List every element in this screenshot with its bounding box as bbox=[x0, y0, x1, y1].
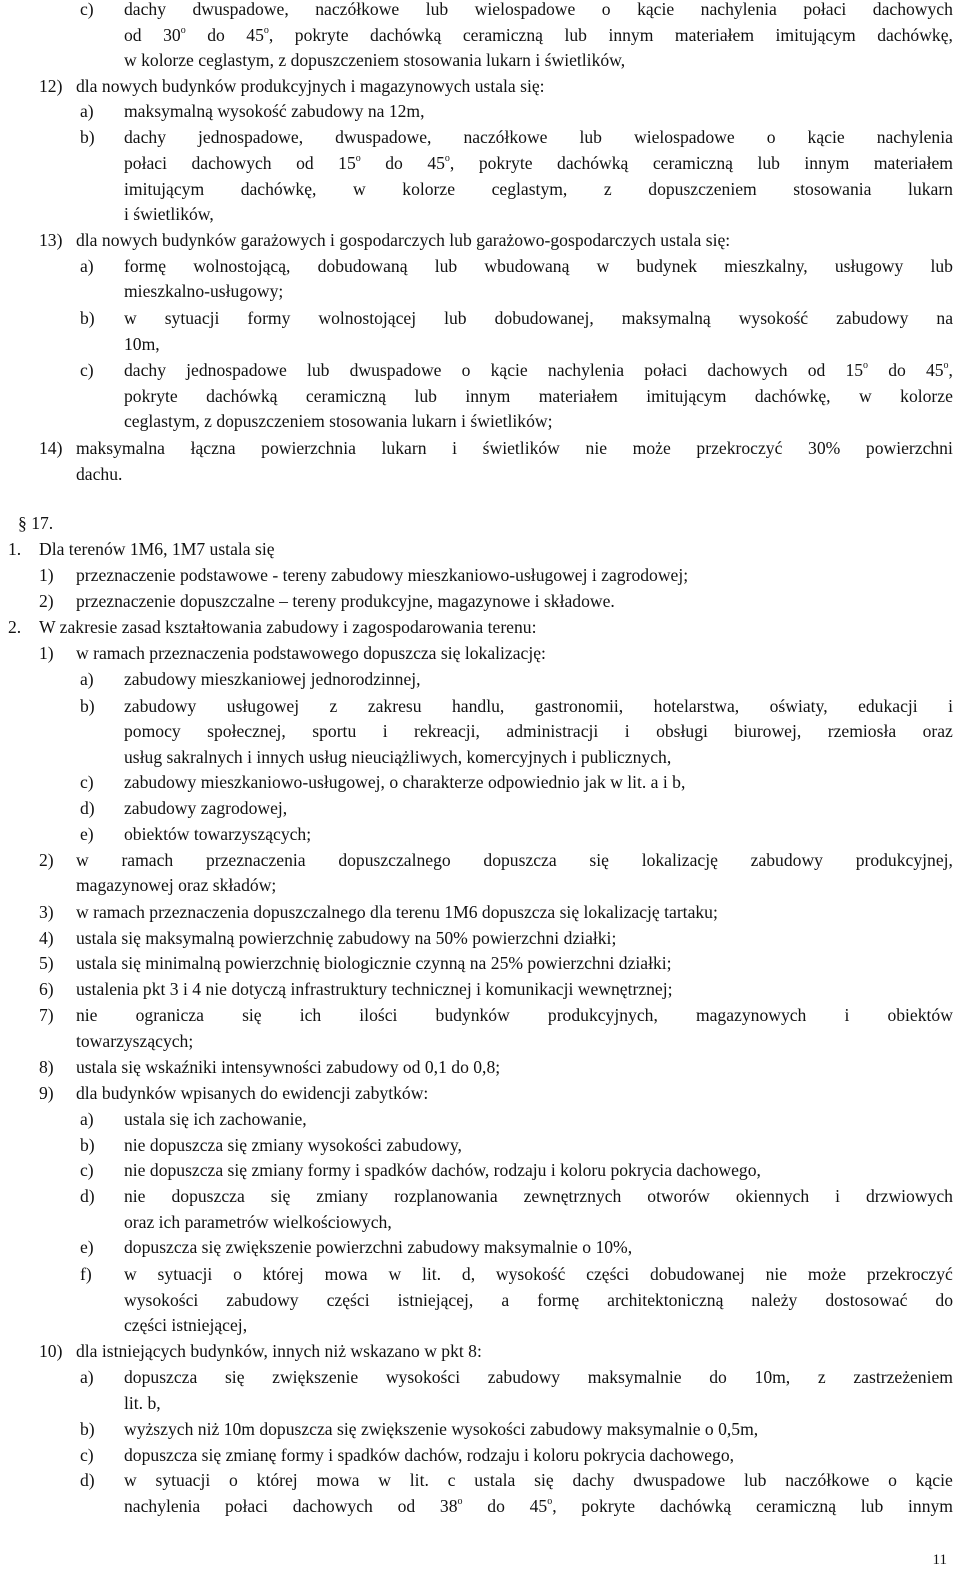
list-marker: 2) bbox=[39, 850, 54, 870]
text-line: zabudowy zagrodowej, bbox=[124, 798, 288, 818]
list-marker: b) bbox=[80, 127, 95, 147]
text-line: w ramach przeznaczenia dopuszczalnego dopuszcza się lokalizację zabudowy produkcyjnej, bbox=[76, 850, 953, 870]
list-marker: e) bbox=[80, 824, 94, 844]
text-line: w ramach przeznaczenia dopuszczalnego dla terenu 1M6 dopuszcza się lokalizację tartaku; bbox=[76, 902, 718, 922]
text-line: pokryte dachówką ceramiczną lub innym materiałem imitującym dachówkę, w kolorze bbox=[124, 386, 953, 406]
text-line: dachy dwuspadowe, naczółkowe lub wielospadowe o kącie nachylenia połaci dachowych bbox=[124, 0, 953, 19]
list-marker: 4) bbox=[39, 928, 54, 948]
text-line: nachylenia połaci dachowych od 38$^o$ do 45$^o$, pokryte dachówką ceramiczną lub innym bbox=[124, 1496, 953, 1516]
text-line: dla nowych budynków garażowych i gospodarczych lub garażowo-gospodarczych ustala się: bbox=[76, 230, 731, 250]
list-marker: d) bbox=[80, 798, 95, 818]
text-line: nie dopuszcza się zmiany formy i spadków dachów, rodzaju i koloru pokrycia dachowego, bbox=[124, 1160, 761, 1180]
text-line: ustala się minimalną powierzchnię biologicznie czynną na 25% powierzchni działki; bbox=[76, 953, 672, 973]
text-line: obiektów towarzyszących; bbox=[124, 824, 312, 844]
text-line: dachy jednospadowe, dwuspadowe, naczółkowe lub wielospadowe o kącie nachylenia bbox=[124, 127, 953, 147]
list-marker: b) bbox=[80, 696, 95, 716]
text-line: usług sakralnych i innych usług nieuciążliwych, komercyjnych i publicznych, bbox=[124, 747, 672, 767]
list-marker: c) bbox=[80, 360, 94, 380]
list-marker: 7) bbox=[39, 1005, 54, 1025]
text-line: zabudowy usługowej z zakresu handlu, gastronomii, hotelarstwa, oświaty, edukacji i bbox=[124, 696, 953, 716]
text-line: ustala się ich zachowanie, bbox=[124, 1109, 307, 1129]
text-line: przeznaczenie dopuszczalne – tereny produkcyjne, magazynowe i składowe. bbox=[76, 591, 615, 611]
text-line: mieszkalno-usługowy; bbox=[124, 281, 284, 301]
text-line: maksymalną wysokość zabudowy na 12m, bbox=[124, 101, 425, 121]
text-line: zabudowy mieszkaniowej jednorodzinnej, bbox=[124, 669, 421, 689]
text-line: w sytuacji formy wolnostojącej lub dobudowanej, maksymalną wysokość zabudowy na bbox=[124, 308, 953, 328]
list-marker: 1. bbox=[8, 539, 22, 559]
text-line: zabudowy mieszkaniowo-usługowej, o charakterze odpowiednio jak w lit. a i b, bbox=[124, 772, 686, 792]
list-marker: 12) bbox=[39, 76, 63, 96]
list-marker: b) bbox=[80, 308, 95, 328]
text-line: formę wolnostojącą, dobudowaną lub wbudowaną w budynek mieszkalny, usługowy lub bbox=[124, 256, 953, 276]
list-marker: f) bbox=[80, 1264, 92, 1284]
text-line: pomocy społecznej, sportu i rekreacji, administracji i obsługi biurowej, rzemiosła oraz bbox=[124, 721, 953, 741]
list-marker: b) bbox=[80, 1419, 95, 1439]
text-line: przeznaczenie podstawowe - tereny zabudowy mieszkaniowo-usługowej i zagrodowej; bbox=[76, 565, 689, 585]
page-number: 11 bbox=[932, 1552, 947, 1568]
list-marker: 14) bbox=[39, 438, 63, 458]
list-marker: c) bbox=[80, 1160, 94, 1180]
text-line: W zakresie zasad kształtowania zabudowy i zagospodarowania terenu: bbox=[39, 617, 537, 637]
list-marker: c) bbox=[80, 1445, 94, 1465]
text-line: nie dopuszcza się zmiany wysokości zabudowy, bbox=[124, 1135, 462, 1155]
text-line: i świetlików, bbox=[124, 204, 214, 224]
text-line: w ramach przeznaczenia podstawowego dopuszcza się lokalizację: bbox=[76, 643, 546, 663]
text-line: dachu. bbox=[76, 464, 123, 484]
list-marker: 10) bbox=[39, 1341, 63, 1361]
list-marker: a) bbox=[80, 1367, 94, 1387]
text-line: wyższych niż 10m dopuszcza się zwiększenie wysokości zabudowy maksymalnie o 0,5m, bbox=[124, 1419, 759, 1439]
list-marker: d) bbox=[80, 1186, 95, 1206]
text-line: dachy jednospadowe lub dwuspadowe o kącie nachylenia połaci dachowych od 15$^o$ do 45$^o$, bbox=[124, 360, 953, 380]
text-line: dopuszcza się zwiększenie powierzchni zabudowy maksymalnie o 10%, bbox=[124, 1237, 633, 1257]
list-marker: 2. bbox=[8, 617, 22, 637]
text-line: 10m, bbox=[124, 334, 160, 354]
list-marker: a) bbox=[80, 256, 94, 276]
text-line: nie ogranicza się ich ilości budynków produkcyjnych, magazynowych i obiektów bbox=[76, 1005, 953, 1025]
list-marker: 1) bbox=[39, 643, 54, 663]
text-line: dopuszcza się zwiększenie wysokości zabudowy maksymalnie do 10m, z zastrzeżeniem bbox=[124, 1367, 953, 1387]
list-marker: 8) bbox=[39, 1057, 54, 1077]
text-line: dla nowych budynków produkcyjnych i magazynowych ustala się: bbox=[76, 76, 545, 96]
list-marker: 13) bbox=[39, 230, 63, 250]
text-line: wysokości zabudowy części istniejącej, a formę architektoniczną należy dostosować do bbox=[124, 1290, 953, 1310]
text-line: dopuszcza się zmianę formy i spadków dachów, rodzaju i koloru pokrycia dachowego, bbox=[124, 1445, 735, 1465]
list-marker: b) bbox=[80, 1135, 95, 1155]
list-marker: 5) bbox=[39, 953, 54, 973]
text-line: nie dopuszcza się zmiany rozplanowania zewnętrznych otworów okiennych i drzwiowych bbox=[124, 1186, 953, 1206]
text-line: magazynowej oraz składów; bbox=[76, 875, 277, 895]
list-marker: 9) bbox=[39, 1083, 54, 1103]
text-line: w kolorze ceglastym, z dopuszczeniem stosowania lukarn i świetlików, bbox=[124, 50, 626, 70]
list-marker: c) bbox=[80, 0, 94, 19]
text-line: § 17. bbox=[18, 513, 54, 533]
text-line: części istniejącej, bbox=[124, 1315, 248, 1335]
text-line: imitującym dachówkę, w kolorze ceglastym, z dopuszczeniem stosowania lukarn bbox=[124, 179, 953, 199]
list-marker: c) bbox=[80, 772, 94, 792]
text-line: maksymalna łączna powierzchnia lukarn i świetlików nie może przekroczyć 30% powierzchni bbox=[76, 438, 953, 458]
list-marker: 6) bbox=[39, 979, 54, 999]
text-line: towarzyszących; bbox=[76, 1031, 194, 1051]
list-marker: 2) bbox=[39, 591, 54, 611]
list-marker: a) bbox=[80, 101, 94, 121]
text-line: ustala się maksymalną powierzchnię zabudowy na 50% powierzchni działki; bbox=[76, 928, 617, 948]
text-line: połaci dachowych od 15$^o$ do 45$^o$, pokryte dachówką ceramiczną lub innym materiałem bbox=[124, 153, 953, 173]
list-marker: a) bbox=[80, 1109, 94, 1129]
text-line: w sytuacji o której mowa w lit. d, wysokość części dobudowanej nie może przekroczyć bbox=[124, 1264, 953, 1284]
list-marker: d) bbox=[80, 1470, 95, 1490]
text-line: ustala się wskaźniki intensywności zabudowy od 0,1 do 0,8; bbox=[76, 1057, 501, 1077]
text-line: w sytuacji o której mowa w lit. c ustala się dachy dwuspadowe lub naczółkowe o kącie bbox=[124, 1470, 953, 1490]
list-marker: 1) bbox=[39, 565, 54, 585]
list-marker: 3) bbox=[39, 902, 54, 922]
text-line: lit. b, bbox=[124, 1393, 161, 1413]
text-line: ustalenia pkt 3 i 4 nie dotyczą infrastruktury technicznej i komunikacji wewnętrznej; bbox=[76, 979, 673, 999]
text-line: ceglastym, z dopuszczeniem stosowania lukarn i świetlików; bbox=[124, 411, 553, 431]
list-marker: e) bbox=[80, 1237, 94, 1257]
text-line: oraz ich parametrów wielkościowych, bbox=[124, 1212, 392, 1232]
list-marker: a) bbox=[80, 669, 94, 689]
text-line: Dla terenów 1M6, 1M7 ustala się bbox=[39, 539, 275, 559]
text-line: od 30$^o$ do 45$^o$, pokryte dachówką ceramiczną lub innym materiałem imitującym dachówkę, bbox=[124, 25, 953, 45]
text-line: dla istniejących budynków, innych niż wskazano w pkt 8: bbox=[76, 1341, 482, 1361]
text-line: dla budynków wpisanych do ewidencji zabytków: bbox=[76, 1083, 429, 1103]
